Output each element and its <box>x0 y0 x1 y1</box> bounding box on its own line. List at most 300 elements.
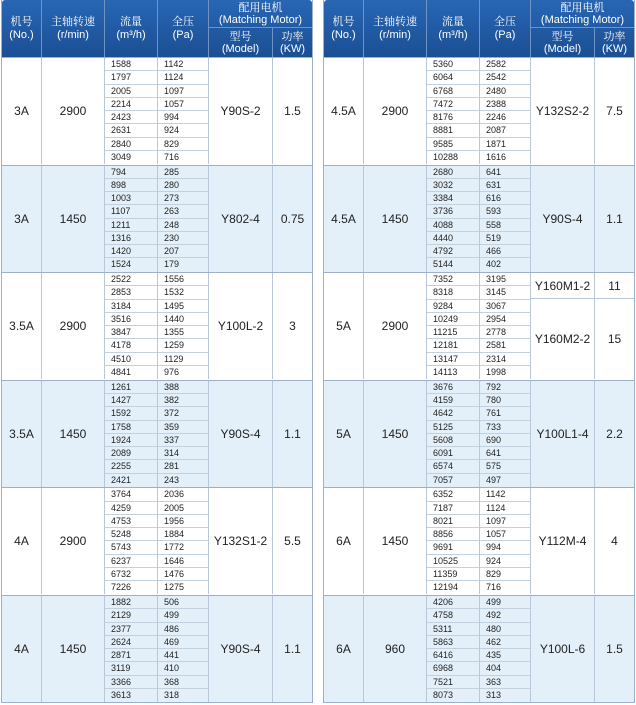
motor-power: 3 <box>289 319 296 334</box>
flow-value: 9691 <box>427 541 479 554</box>
flow-value: 5743 <box>105 541 157 554</box>
flow-value: 6237 <box>105 555 157 568</box>
flow-value: 4178 <box>105 339 157 352</box>
header-model-en: (Model) <box>543 42 582 55</box>
pressure-value: 792 <box>480 381 530 394</box>
flow-column <box>105 488 158 594</box>
motor-model: Y90S-2 <box>209 58 273 164</box>
header-flow-cn: 流量 <box>120 15 142 28</box>
flow-value: 3847 <box>105 326 157 339</box>
fan-number: 4A <box>2 596 42 702</box>
header-model <box>209 28 273 57</box>
flow-value: 1758 <box>105 421 157 434</box>
flow-value: 12181 <box>427 339 479 352</box>
flow-value: 2129 <box>105 609 157 622</box>
pressure-column <box>480 58 531 164</box>
flow-value: 3736 <box>427 205 479 218</box>
header-motor-cn: 配用电机 <box>560 1 605 14</box>
header-no-en: (No.) <box>9 28 34 41</box>
pressure-value: 1440 <box>158 313 208 326</box>
header-motor <box>531 0 634 28</box>
header-model-cn: 型号 <box>551 30 574 43</box>
header-flow <box>105 0 158 57</box>
fan-group <box>324 272 634 379</box>
motor-model: Y100L-6 <box>531 596 595 702</box>
pressure-value: 410 <box>158 662 208 675</box>
flow-value: 2421 <box>111 474 132 485</box>
flow-value: 4792 <box>427 245 479 258</box>
flow-value: 794 <box>105 166 157 179</box>
header-pressure <box>480 0 531 57</box>
flow-value: 11215 <box>427 326 479 339</box>
flow-value: 1924 <box>105 434 157 447</box>
fan-group <box>2 595 312 702</box>
pressure-value: 263 <box>158 205 208 218</box>
pressure-value: 631 <box>480 179 530 192</box>
flow-value: 2871 <box>105 649 157 662</box>
spindle-speed: 1450 <box>42 596 105 702</box>
pressure-value: 2005 <box>158 502 208 515</box>
motor-power: 15 <box>607 332 622 347</box>
pressure-value: 1057 <box>480 528 530 541</box>
pressure-value: 2246 <box>480 111 530 124</box>
flow-value: 3764 <box>105 488 157 501</box>
motor-power: 4 <box>611 534 618 549</box>
flow-value: 3049 <box>111 151 132 162</box>
flow-value: 7521 <box>427 676 479 689</box>
flow-value: 7352 <box>427 273 479 286</box>
motor-model: Y100L1-4 <box>531 381 595 487</box>
flow-value: 6574 <box>427 460 479 473</box>
pressure-value: 558 <box>480 219 530 232</box>
pressure-column <box>480 273 531 379</box>
header-power-en: (KW) <box>601 42 628 55</box>
fan-number: 3.5A <box>2 381 42 487</box>
pressure-value: 2542 <box>480 71 530 84</box>
flow-value: 8073 <box>433 689 454 700</box>
pressure-value: 829 <box>158 138 208 151</box>
pressure-value: 1998 <box>486 366 507 377</box>
pressure-column <box>158 273 209 379</box>
pressure-value: 1057 <box>158 98 208 111</box>
flow-column <box>427 166 480 272</box>
pressure-value: 499 <box>158 609 208 622</box>
spindle-speed: 1450 <box>364 488 427 594</box>
flow-column <box>105 596 158 702</box>
pressure-value: 466 <box>480 245 530 258</box>
flow-value: 1420 <box>105 245 157 258</box>
header-no <box>324 0 364 57</box>
motor-power-split <box>595 273 634 379</box>
flow-value: 12194 <box>433 582 459 593</box>
pressure-value: 3195 <box>480 273 530 286</box>
motor-model: Y160M2-2 <box>534 332 591 347</box>
flow-value: 1592 <box>105 407 157 420</box>
motor-model: Y112M-4 <box>531 488 595 594</box>
flow-value: 9284 <box>427 300 479 313</box>
pressure-value: 641 <box>480 166 530 179</box>
spindle-speed: 2900 <box>364 58 427 164</box>
flow-value: 13147 <box>427 353 479 366</box>
table-header <box>2 0 312 57</box>
pressure-value: 402 <box>486 259 502 270</box>
pressure-value: 363 <box>480 676 530 689</box>
flow-value: 3516 <box>105 313 157 326</box>
pressure-value: 313 <box>486 689 502 700</box>
pressure-value: 1616 <box>486 151 507 162</box>
pressure-value: 716 <box>164 151 180 162</box>
pressure-value: 1142 <box>480 488 530 501</box>
motor-power: 1.5 <box>606 642 623 656</box>
pressure-value: 1772 <box>158 541 208 554</box>
flow-column <box>105 166 158 272</box>
pressure-value: 368 <box>158 676 208 689</box>
flow-value: 5360 <box>427 58 479 71</box>
pressure-value: 924 <box>158 124 208 137</box>
pressure-value: 519 <box>480 232 530 245</box>
flow-column <box>427 596 480 702</box>
flow-value: 4510 <box>105 353 157 366</box>
pressure-value: 404 <box>480 662 530 675</box>
flow-value: 3366 <box>105 676 157 689</box>
flow-value: 3384 <box>427 192 479 205</box>
pressure-column <box>480 596 531 702</box>
pressure-value: 924 <box>480 555 530 568</box>
pressure-value: 280 <box>158 179 208 192</box>
pressure-value: 1355 <box>158 326 208 339</box>
pressure-value: 499 <box>480 596 530 609</box>
pressure-value: 1646 <box>158 555 208 568</box>
fan-number: 4.5A <box>324 58 364 164</box>
motor-model: Y90S-4 <box>531 166 595 272</box>
header-model-cn: 型号 <box>229 30 252 43</box>
pressure-value: 593 <box>480 205 530 218</box>
flow-value: 6768 <box>427 85 479 98</box>
flow-value: 2840 <box>105 138 157 151</box>
motor-model: Y132S2-2 <box>531 58 595 164</box>
flow-value: 7187 <box>427 502 479 515</box>
flow-value: 1797 <box>105 71 157 84</box>
pressure-value: 976 <box>164 366 180 377</box>
pressure-value: 230 <box>158 232 208 245</box>
fan-group <box>324 165 634 272</box>
flow-value: 4841 <box>111 366 132 377</box>
flow-value: 3184 <box>105 300 157 313</box>
motor-power: 7.5 <box>606 104 623 118</box>
pressure-value: 1129 <box>158 353 208 366</box>
pressure-value: 372 <box>158 407 208 420</box>
flow-value: 5144 <box>433 259 454 270</box>
flow-value: 2255 <box>105 460 157 473</box>
header-pressure-cn: 全压 <box>494 15 516 28</box>
pressure-value: 441 <box>158 649 208 662</box>
flow-value: 5248 <box>105 528 157 541</box>
fan-number: 4A <box>2 488 42 594</box>
pressure-value: 318 <box>164 689 180 700</box>
fan-number: 5A <box>324 381 364 487</box>
spindle-speed: 2900 <box>364 273 427 379</box>
pressure-column <box>480 166 531 272</box>
header-motor <box>209 0 312 28</box>
pressure-value: 733 <box>480 421 530 434</box>
spindle-speed: 2900 <box>42 273 105 379</box>
header-speed <box>364 0 427 57</box>
header-pressure-en: (Pa) <box>172 28 194 41</box>
pressure-value: 3145 <box>480 286 530 299</box>
flow-value: 5125 <box>427 421 479 434</box>
pressure-value: 1871 <box>480 138 530 151</box>
pressure-value: 337 <box>158 434 208 447</box>
flow-value: 2423 <box>105 111 157 124</box>
pressure-value: 1956 <box>158 515 208 528</box>
flow-value: 8318 <box>427 286 479 299</box>
pressure-value: 1532 <box>158 286 208 299</box>
header-no <box>2 0 42 57</box>
pressure-value: 497 <box>486 474 502 485</box>
pressure-value: 1142 <box>158 58 208 71</box>
pressure-column <box>158 596 209 702</box>
flow-value: 8176 <box>427 111 479 124</box>
pressure-column <box>480 488 531 594</box>
header-speed-cn: 主轴转速 <box>51 15 95 28</box>
header-flow <box>427 0 480 57</box>
table-header <box>324 0 634 57</box>
pressure-value: 388 <box>158 381 208 394</box>
flow-value: 4088 <box>427 219 479 232</box>
pressure-value: 492 <box>480 609 530 622</box>
pressure-value: 480 <box>480 623 530 636</box>
header-motor-en: (Matching Motor) <box>540 13 625 26</box>
header-model <box>531 28 595 57</box>
flow-value: 8856 <box>427 528 479 541</box>
motor-model: Y132S1-2 <box>209 488 273 594</box>
pressure-value: 690 <box>480 434 530 447</box>
flow-column <box>105 381 158 487</box>
header-flow-cn: 流量 <box>442 15 464 28</box>
pressure-value: 435 <box>480 649 530 662</box>
motor-power: 1.5 <box>284 104 301 118</box>
fan-group <box>2 57 312 164</box>
header-power-cn: 功率 <box>281 30 304 43</box>
motor-model: Y90S-4 <box>209 381 273 487</box>
pressure-value: 716 <box>486 582 502 593</box>
pressure-value: 314 <box>158 447 208 460</box>
flow-value: 5863 <box>427 636 479 649</box>
flow-value: 3032 <box>427 179 479 192</box>
flow-value: 4259 <box>105 502 157 515</box>
flow-value: 2631 <box>105 124 157 137</box>
motor-power: 1.1 <box>606 211 623 226</box>
pressure-value: 2582 <box>480 58 530 71</box>
flow-value: 7057 <box>433 474 454 485</box>
flow-value: 1261 <box>105 381 157 394</box>
flow-column <box>105 273 158 379</box>
header-speed-en: (r/min) <box>57 28 89 41</box>
fan-group <box>324 595 634 702</box>
pressure-value: 1124 <box>158 71 208 84</box>
header-power <box>595 28 634 57</box>
flow-column <box>427 273 480 379</box>
pressure-value: 462 <box>480 636 530 649</box>
pressure-value: 1259 <box>158 339 208 352</box>
header-pressure-en: (Pa) <box>494 28 516 41</box>
fan-group <box>324 487 634 594</box>
flow-value: 8021 <box>427 515 479 528</box>
flow-value: 4753 <box>105 515 157 528</box>
flow-value: 1882 <box>105 596 157 609</box>
flow-column <box>427 381 480 487</box>
pressure-column <box>158 381 209 487</box>
pressure-value: 1476 <box>158 568 208 581</box>
header-speed-cn: 主轴转速 <box>373 15 417 28</box>
pressure-value: 2036 <box>158 488 208 501</box>
motor-model-split <box>531 273 595 379</box>
fan-group <box>324 57 634 164</box>
flow-value: 6732 <box>105 568 157 581</box>
flow-value: 2089 <box>105 447 157 460</box>
spindle-speed: 1450 <box>42 381 105 487</box>
spindle-speed: 1450 <box>364 381 427 487</box>
flow-value: 6091 <box>427 447 479 460</box>
header-motor-en: (Matching Motor) <box>218 13 303 26</box>
fan-group <box>2 272 312 379</box>
motor-power: 0.75 <box>280 211 305 226</box>
motor-model: Y100L-2 <box>209 273 273 379</box>
flow-column <box>427 488 480 594</box>
pressure-value: 2778 <box>480 326 530 339</box>
pressure-value: 3067 <box>480 300 530 313</box>
header-speed-en: (r/min) <box>379 28 411 41</box>
motor-model: Y160M1-2 <box>531 273 594 299</box>
motor-model: Y90S-4 <box>209 596 273 702</box>
flow-value: 2005 <box>105 85 157 98</box>
spindle-speed: 1450 <box>364 166 427 272</box>
pressure-column <box>158 166 209 272</box>
pressure-value: 1124 <box>480 502 530 515</box>
pressure-value: 1495 <box>158 300 208 313</box>
fan-group <box>2 380 312 487</box>
flow-value: 5608 <box>427 434 479 447</box>
spindle-speed: 2900 <box>42 58 105 164</box>
fan-number: 3A <box>2 58 42 164</box>
flow-value: 1427 <box>105 394 157 407</box>
flow-value: 8881 <box>427 124 479 137</box>
flow-value: 7226 <box>111 582 132 593</box>
pressure-value: 2480 <box>480 85 530 98</box>
flow-value: 1107 <box>105 205 157 218</box>
flow-value: 14113 <box>433 366 458 377</box>
flow-value: 6352 <box>427 488 479 501</box>
flow-value: 2680 <box>427 166 479 179</box>
pressure-value: 506 <box>158 596 208 609</box>
pressure-value: 2954 <box>480 313 530 326</box>
pressure-value: 1097 <box>480 515 530 528</box>
pressure-value: 1097 <box>158 85 208 98</box>
pressure-value: 248 <box>158 219 208 232</box>
header-power-cn: 功率 <box>603 30 626 43</box>
flow-value: 10525 <box>427 555 479 568</box>
header-power <box>273 28 312 57</box>
pressure-value: 641 <box>480 447 530 460</box>
flow-value: 6416 <box>427 649 479 662</box>
flow-value: 5311 <box>427 623 479 636</box>
motor-power: 2.2 <box>606 426 623 441</box>
fan-number: 4.5A <box>324 166 364 272</box>
pressure-column <box>158 488 209 594</box>
pressure-value: 1275 <box>164 582 185 593</box>
motor-model: Y802-4 <box>209 166 273 272</box>
fan-group <box>2 487 312 594</box>
fan-group <box>324 380 634 487</box>
pressure-value: 994 <box>158 111 208 124</box>
flow-value: 4758 <box>427 609 479 622</box>
flow-column <box>105 58 158 164</box>
pressure-column <box>158 58 209 164</box>
flow-value: 2853 <box>105 286 157 299</box>
flow-value: 10288 <box>433 151 459 162</box>
motor-power: 1.1 <box>284 426 301 441</box>
header-flow-en: (m³/h) <box>438 28 468 41</box>
fan-number: 3.5A <box>2 273 42 379</box>
pressure-value: 486 <box>158 623 208 636</box>
header-pressure <box>158 0 209 57</box>
pressure-value: 1556 <box>158 273 208 286</box>
header-power-en: (KW) <box>279 42 306 55</box>
pressure-value: 616 <box>480 192 530 205</box>
flow-value: 2377 <box>105 623 157 636</box>
flow-value: 9585 <box>427 138 479 151</box>
flow-value: 2624 <box>105 636 157 649</box>
fan-number: 3A <box>2 166 42 272</box>
spindle-speed: 2900 <box>42 488 105 594</box>
pressure-value: 382 <box>158 394 208 407</box>
fan-number: 6A <box>324 488 364 594</box>
header-no-cn: 机号 <box>332 15 355 28</box>
header-flow-en: (m³/h) <box>116 28 146 41</box>
header-no-en: (No.) <box>331 28 356 41</box>
pressure-value: 2314 <box>480 353 530 366</box>
flow-value: 7472 <box>427 98 479 111</box>
spindle-speed: 1450 <box>42 166 105 272</box>
flow-value: 4642 <box>427 407 479 420</box>
pressure-value: 829 <box>480 568 530 581</box>
pressure-value: 207 <box>158 245 208 258</box>
flow-value: 3119 <box>105 662 157 675</box>
flow-value: 6968 <box>427 662 479 675</box>
pressure-value: 359 <box>158 421 208 434</box>
flow-value: 10249 <box>427 313 479 326</box>
pressure-value: 243 <box>164 474 180 485</box>
pressure-value: 1884 <box>158 528 208 541</box>
flow-value: 3676 <box>427 381 479 394</box>
pressure-value: 761 <box>480 407 530 420</box>
pressure-value: 273 <box>158 192 208 205</box>
fan-group <box>2 165 312 272</box>
motor-power: 1.1 <box>284 642 301 656</box>
flow-value: 6064 <box>427 71 479 84</box>
left-table <box>1 0 313 703</box>
pressure-value: 179 <box>164 259 180 270</box>
flow-value: 1211 <box>105 219 157 232</box>
flow-value: 11359 <box>427 568 479 581</box>
pressure-value: 2388 <box>480 98 530 111</box>
motor-power: 11 <box>595 273 634 299</box>
flow-value: 1316 <box>105 232 157 245</box>
pressure-value: 285 <box>158 166 208 179</box>
pressure-value: 469 <box>158 636 208 649</box>
motor-power: 5.5 <box>284 534 301 549</box>
flow-value: 1524 <box>111 259 132 270</box>
